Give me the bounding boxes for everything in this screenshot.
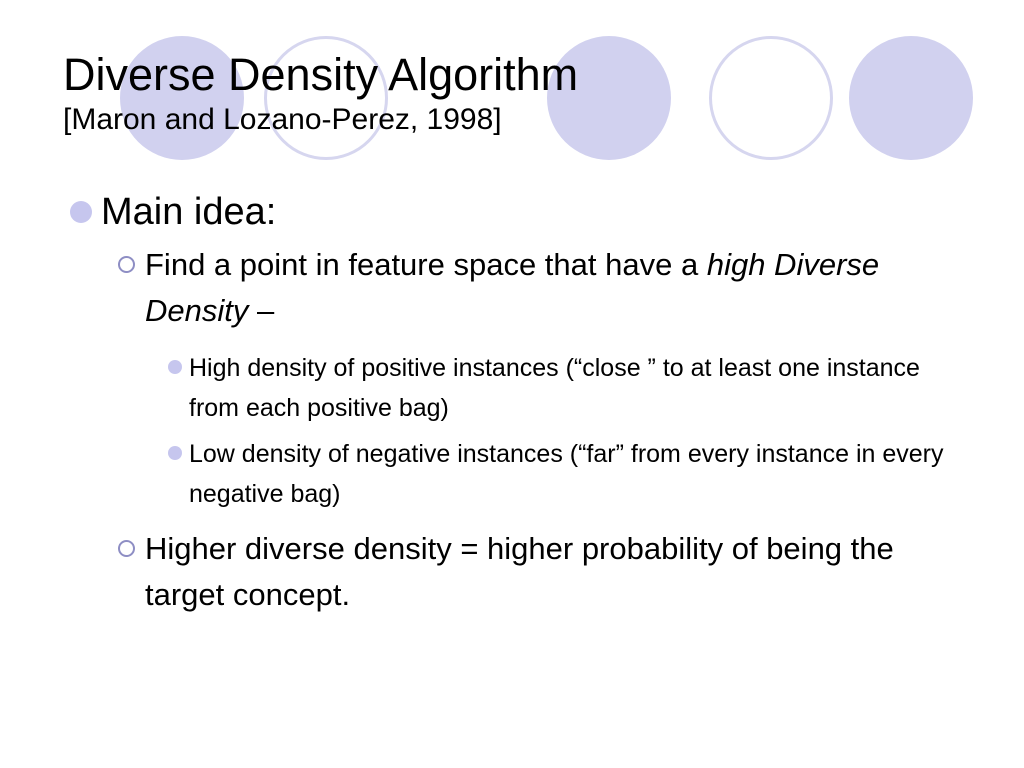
- decor-circle-filled: [849, 36, 973, 160]
- bullet-text: Low density of negative instances (“far” from every instance in every negative bag): [189, 440, 944, 508]
- bullet-level2: [118, 242, 968, 334]
- slide-subtitle: [Maron and Lozano-Perez, 1998]: [63, 103, 502, 136]
- bullet-text-plain: Find a point in feature space that have a: [145, 247, 707, 282]
- bullet-level3: [168, 434, 968, 514]
- bullet-text: [145, 242, 968, 334]
- bullet-level3: [168, 348, 968, 428]
- decor-circle-ring: [709, 36, 833, 160]
- bullet-dot-icon: [168, 446, 182, 460]
- bullet-text: Higher diverse density = higher probability of being the target concept.: [145, 531, 894, 612]
- bullet-text-tail: –: [248, 293, 275, 328]
- bullet-dot-icon: [70, 201, 92, 223]
- bullet-ring-icon: [118, 256, 135, 273]
- bullet-level2: [118, 526, 968, 618]
- title-block: [63, 48, 578, 138]
- bullet-text: High density of positive instances (“close ” to at least one instance from each positive bag): [189, 354, 920, 422]
- slide-title: Diverse Density Algorithm: [63, 49, 579, 100]
- bullet-text: Main idea:: [101, 191, 277, 233]
- bullet-ring-icon: [118, 540, 135, 557]
- bullet-text-italic: high Diverse Density: [145, 247, 880, 328]
- slide-content: [68, 188, 968, 618]
- bullet-dot-icon: [168, 360, 182, 374]
- bullet-level1: [68, 188, 968, 236]
